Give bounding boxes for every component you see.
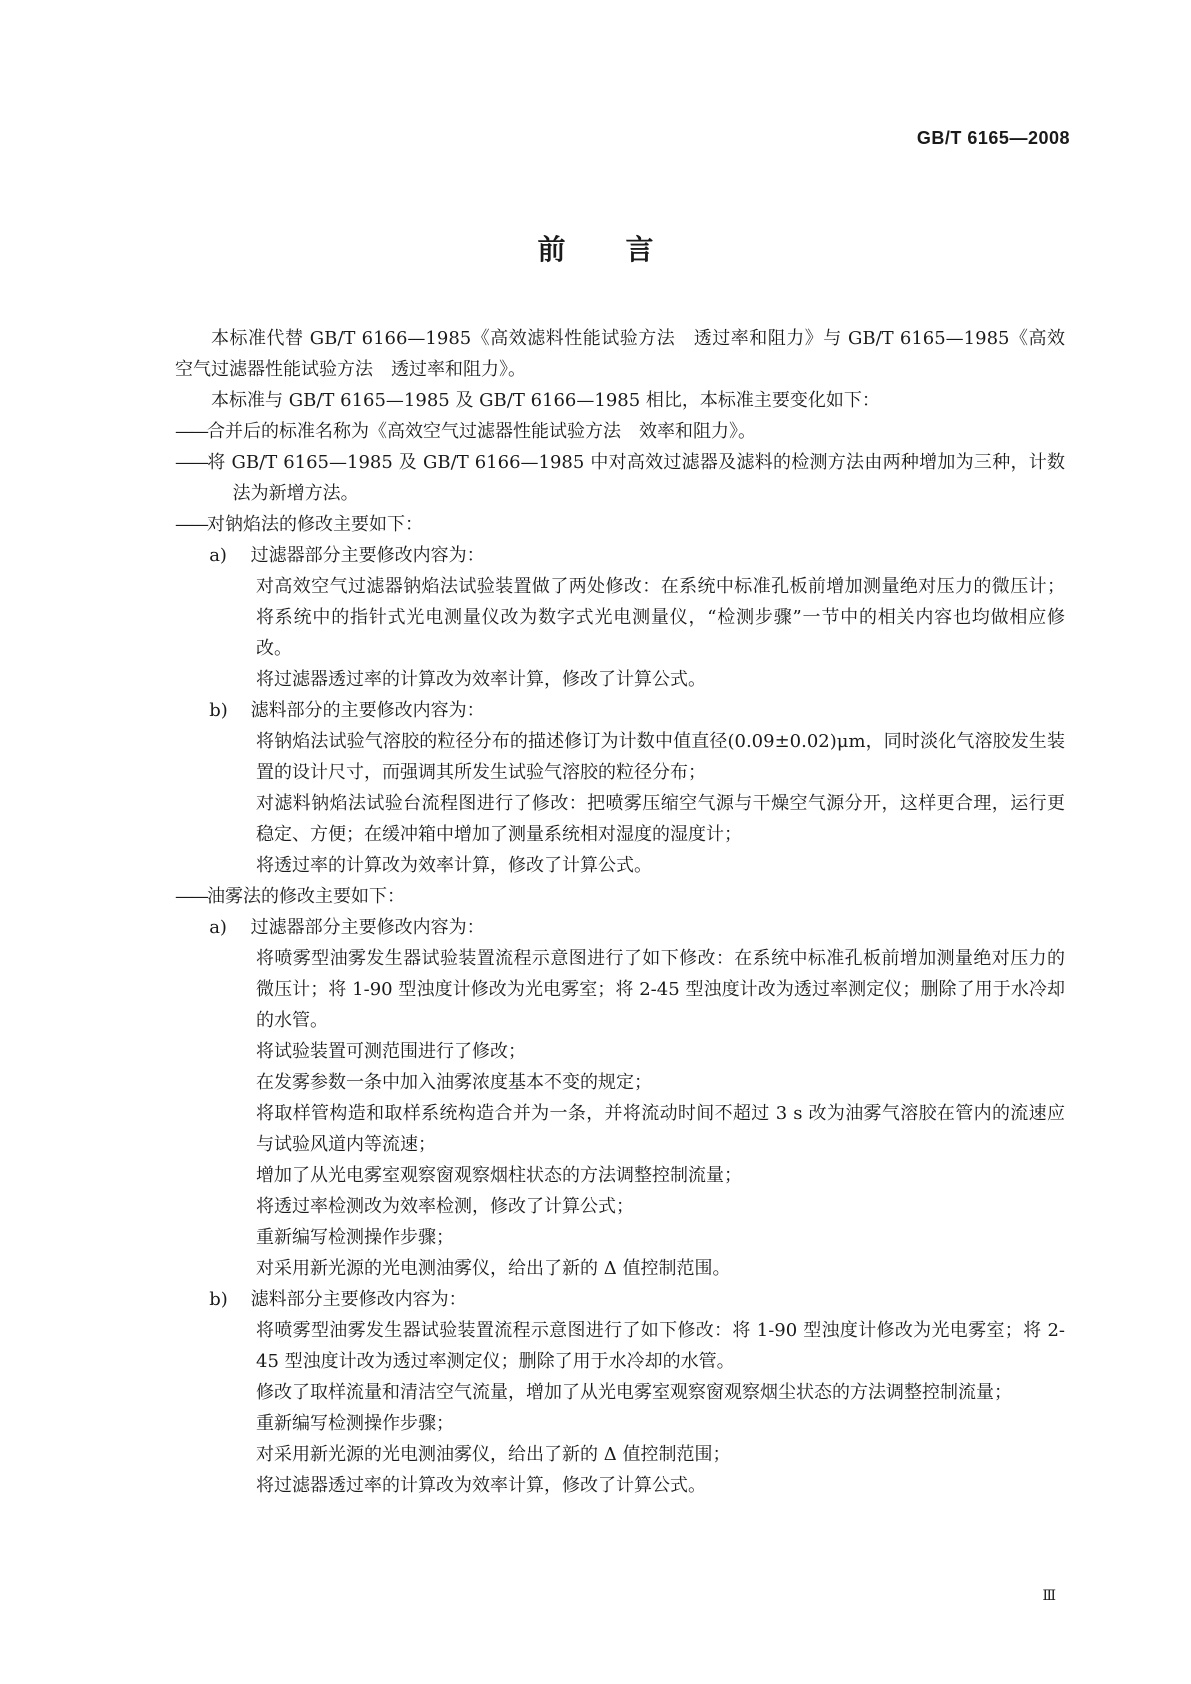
foreword-body — [175, 323, 1065, 1501]
oil-b-para-4: 对采用新光源的光电测油雾仪，给出了新的 Δ 值控制范围； — [256, 1444, 731, 1465]
intro-paragraph-2: 本标准与 GB/T 6165—1985 及 GB/T 6166—1985 相比，本标准主要变化如下： — [211, 390, 880, 411]
oil-b-para-3: 重新编写检测操作步骤； — [256, 1413, 454, 1434]
oil-b-heading — [175, 1284, 1065, 1315]
sodium-b-para-3: 将透过率的计算改为效率计算，修改了计算公式。 — [256, 855, 652, 876]
oil-heading-text: 油雾法的修改主要如下： — [207, 886, 405, 907]
dash-mark: —— — [175, 514, 207, 535]
oil-a-para-7: 重新编写检测操作步骤； — [256, 1227, 454, 1248]
oil-a-para-4: 将取样管构造和取样系统构造合并为一条，并将流动时间不超过 3 s 改为油雾气溶胶在管内的流速应与试验风道内等流速； — [256, 1103, 1065, 1155]
list-label: a) — [209, 545, 227, 566]
oil-heading — [175, 881, 1065, 912]
title-char-2: 言 — [625, 233, 654, 266]
sodium-heading — [175, 509, 1065, 540]
page-title — [0, 228, 1191, 268]
oil-b-para-1: 将喷雾型油雾发生器试验装置流程示意图进行了如下修改：将 1-90 型浊度计修改为光电雾室；将 2-45 型浊度计改为透过率测定仪；删除了用于水冷却的水管。 — [256, 1320, 1065, 1372]
dash-mark: —— — [175, 452, 207, 473]
oil-a-heading — [175, 912, 1065, 943]
sodium-a-para-2: 将过滤器透过率的计算改为效率计算，修改了计算公式。 — [256, 669, 706, 690]
change-item-1 — [175, 416, 1065, 447]
sodium-b-title: 滤料部分的主要修改内容为： — [250, 700, 485, 721]
oil-a-para-1: 将喷雾型油雾发生器试验装置流程示意图进行了如下修改：在系统中标准孔板前增加测量绝对压力的微压计；将 1-90 型浊度计修改为光电雾室；将 2-45 型浊度计改为透过率测定仪；删除了用于水冷却的水管。 — [256, 948, 1065, 1031]
standard-number: GB/T 6165—2008 — [916, 128, 1070, 148]
list-label: a) — [209, 917, 227, 938]
sodium-a-title: 过滤器部分主要修改内容为： — [250, 545, 485, 566]
oil-a-para-3: 在发雾参数一条中加入油雾浓度基本不变的规定； — [256, 1072, 652, 1093]
sodium-a-heading — [175, 540, 1065, 571]
sodium-heading-text: 对钠焰法的修改主要如下： — [207, 514, 423, 535]
oil-a-para-6: 将透过率检测改为效率检测，修改了计算公式； — [256, 1196, 634, 1217]
page-number: Ⅲ — [1042, 1588, 1056, 1604]
oil-b-para-2: 修改了取样流量和清洁空气流量，增加了从光电雾室观察窗观察烟尘状态的方法调整控制流量； — [256, 1382, 1012, 1403]
intro-paragraph-1: 本标准代替 GB/T 6166—1985《高效滤料性能试验方法 透过率和阻力》与 GB/T 6165—1985《高效空气过滤器性能试验方法 透过率和阻力》。 — [175, 328, 1065, 380]
oil-a-para-8: 对采用新光源的光电测油雾仪，给出了新的 Δ 值控制范围。 — [256, 1258, 731, 1279]
oil-b-para-5: 将过滤器透过率的计算改为效率计算，修改了计算公式。 — [256, 1475, 706, 1496]
title-char-1: 前 — [537, 233, 566, 266]
dash-mark: —— — [175, 421, 207, 442]
list-label: b) — [209, 1289, 228, 1310]
oil-b-title: 滤料部分主要修改内容为： — [250, 1289, 467, 1310]
change-text: 合并后的标准名称为《高效空气过滤器性能试验方法 效率和阻力》。 — [207, 421, 756, 442]
sodium-a-para-1: 对高效空气过滤器钠焰法试验装置做了两处修改：在系统中标准孔板前增加测量绝对压力的微压计；将系统中的指针式光电测量仪改为数字式光电测量仪，“检测步骤”一节中的相关内容也均做相应修改。 — [256, 576, 1065, 659]
oil-a-para-5: 增加了从光电雾室观察窗观察烟柱状态的方法调整控制流量； — [256, 1165, 742, 1186]
sodium-b-heading — [175, 695, 1065, 726]
sodium-b-para-2: 对滤料钠焰法试验台流程图进行了修改：把喷雾压缩空气源与干燥空气源分开，这样更合理，运行更稳定、方便；在缓冲箱中增加了测量系统相对湿度的湿度计； — [256, 793, 1065, 845]
dash-mark: —— — [175, 886, 207, 907]
sodium-b-para-1: 将钠焰法试验气溶胶的粒径分布的描述修订为计数中值直径(0.09±0.02)μm，同时淡化气溶胶发生装置的设计尺寸，而强调其所发生试验气溶胶的粒径分布； — [256, 731, 1065, 783]
oil-a-para-2: 将试验装置可测范围进行了修改； — [256, 1041, 526, 1062]
change-text: 将 GB/T 6165—1985 及 GB/T 6166—1985 中对高效过滤器及滤料的检测方法由两种增加为三种，计数法为新增方法。 — [207, 452, 1065, 504]
change-item-2 — [175, 447, 1065, 509]
list-label: b) — [209, 700, 228, 721]
oil-a-title: 过滤器部分主要修改内容为： — [250, 917, 485, 938]
